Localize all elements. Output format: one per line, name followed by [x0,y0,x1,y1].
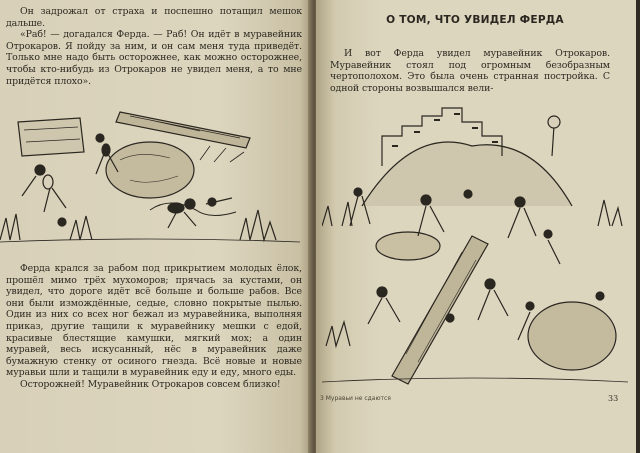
left-page [0,0,312,453]
ants-carrying-log-illustration [0,100,300,248]
right-top-text [330,48,610,94]
left-top-text [6,6,302,87]
paragraph: «Раб! — догадался Ферда. — Раб! Он идёт в муравейник Отрокаров. Я пойду за ним, и он сам меня туда приведёт. Только мне надо быть осторожнее, как можно осторожнее, чтобы кто-нибудь из Отрокаров не увидел меня, а то мне придётся плохо». [6,29,302,87]
paragraph: И вот Ферда увидел муравейник Отрокаров. Муравейник стоял под огромным безобразным чертополохом. Это была очень странная постройка. С одной стороны возвышался вели- [330,48,610,94]
right-page [316,0,636,453]
paragraph: Он задрожал от страха и поспешно потащил мешок дальше. [6,6,302,29]
chapter-title: О ТОМ, ЧТО УВИДЕЛ ФЕРДА [386,14,564,26]
paragraph: Осторожней! Муравейник Отрокаров совсем близко! [20,378,281,390]
ant-city-illustration [322,96,628,388]
page-number: 33 [608,394,619,403]
running-footer: 3 Муравьи не сдаются [320,395,391,402]
left-bottom-text [6,263,302,391]
paragraph: Ферда крался за рабом под прикрытием молодых ёлок, прошёл мимо трёх мухоморов; прячась за кустами, он увидел, что дороге идёт всё больше и больше рабов. Все они были измождённые, седые, словно покрытые пылью. Один из них со всех ног бежал из муравейника, выполняя приказ, другие тащили к муравейнику мешки с едой, красивые блестящие камушки, мягкий мох; а один муравей, весь искусанный, нёс в муравейник даже бумажную стенку от осиного гнезда. Всё новые и новые муравьи шли и тащили в муравейник еду и еду, много еды. [6,263,302,379]
